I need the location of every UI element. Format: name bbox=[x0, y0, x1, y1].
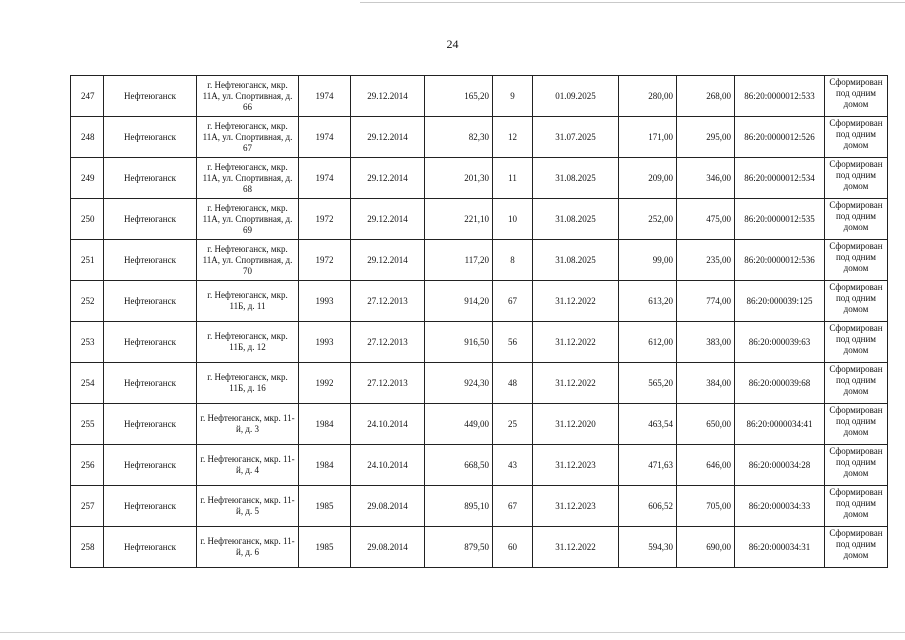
cell-area: 165,20 bbox=[425, 76, 493, 117]
cell-value-1: 612,00 bbox=[619, 322, 677, 363]
table-row bbox=[71, 322, 888, 363]
cell-cadastral-number: 86:20:000034:33 bbox=[735, 486, 825, 527]
cell-status: Сформирован под одним домом bbox=[825, 281, 888, 322]
cell-cadastral-number: 86:20:0000012:526 bbox=[735, 117, 825, 158]
cell-value-2: 346,00 bbox=[677, 158, 735, 199]
cell-address: г. Нефтеюганск, мкр. 11А, ул. Спортивная, д. 66 bbox=[197, 76, 299, 117]
cell-status: Сформирован под одним домом bbox=[825, 199, 888, 240]
cell-city: Нефтеюганск bbox=[104, 445, 197, 486]
cell-count: 43 bbox=[493, 445, 533, 486]
cell-deadline: 31.12.2023 bbox=[533, 445, 619, 486]
cell-deadline: 31.12.2022 bbox=[533, 281, 619, 322]
page-number: 24 bbox=[446, 37, 459, 51]
cell-date: 27.12.2013 bbox=[351, 281, 425, 322]
cell-status: Сформирован под одним домом bbox=[825, 445, 888, 486]
cell-value-2: 384,00 bbox=[677, 363, 735, 404]
cell-address: г. Нефтеюганск, мкр. 11Б, д. 12 bbox=[197, 322, 299, 363]
cell-row-number: 253 bbox=[71, 322, 104, 363]
cell-area: 201,30 bbox=[425, 158, 493, 199]
cell-deadline: 31.08.2025 bbox=[533, 240, 619, 281]
cell-value-2: 295,00 bbox=[677, 117, 735, 158]
cell-status: Сформирован под одним домом bbox=[825, 322, 888, 363]
cell-year: 1974 bbox=[299, 117, 351, 158]
cell-row-number: 248 bbox=[71, 117, 104, 158]
housing-register-table bbox=[70, 75, 888, 568]
cell-city: Нефтеюганск bbox=[104, 158, 197, 199]
cell-status: Сформирован под одним домом bbox=[825, 117, 888, 158]
table-row bbox=[71, 158, 888, 199]
cell-cadastral-number: 86:20:0000012:535 bbox=[735, 199, 825, 240]
cell-date: 24.10.2014 bbox=[351, 445, 425, 486]
cell-cadastral-number: 86:20:000039:68 bbox=[735, 363, 825, 404]
cell-value-1: 613,20 bbox=[619, 281, 677, 322]
cell-row-number: 257 bbox=[71, 486, 104, 527]
cell-cadastral-number: 86:20:0000012:534 bbox=[735, 158, 825, 199]
table-row bbox=[71, 363, 888, 404]
table-row bbox=[71, 76, 888, 117]
cell-city: Нефтеюганск bbox=[104, 76, 197, 117]
scan-edge-line-bottom bbox=[0, 632, 905, 633]
cell-status: Сформирован под одним домом bbox=[825, 158, 888, 199]
cell-date: 29.12.2014 bbox=[351, 117, 425, 158]
cell-value-2: 774,00 bbox=[677, 281, 735, 322]
cell-cadastral-number: 86:20:000034:31 bbox=[735, 527, 825, 568]
cell-city: Нефтеюганск bbox=[104, 363, 197, 404]
cell-address: г. Нефтеюганск, мкр. 11А, ул. Спортивная, д. 69 bbox=[197, 199, 299, 240]
cell-row-number: 247 bbox=[71, 76, 104, 117]
scan-edge-line bbox=[360, 2, 905, 3]
cell-address: г. Нефтеюганск, мкр. 11-й, д. 6 bbox=[197, 527, 299, 568]
cell-date: 29.08.2014 bbox=[351, 486, 425, 527]
cell-cadastral-number: 86:20:000039:63 bbox=[735, 322, 825, 363]
cell-date: 29.12.2014 bbox=[351, 199, 425, 240]
cell-date: 24.10.2014 bbox=[351, 404, 425, 445]
cell-area: 82,30 bbox=[425, 117, 493, 158]
cell-value-1: 280,00 bbox=[619, 76, 677, 117]
cell-year: 1984 bbox=[299, 404, 351, 445]
cell-count: 60 bbox=[493, 527, 533, 568]
cell-date: 29.12.2014 bbox=[351, 158, 425, 199]
cell-city: Нефтеюганск bbox=[104, 404, 197, 445]
cell-row-number: 252 bbox=[71, 281, 104, 322]
cell-value-1: 252,00 bbox=[619, 199, 677, 240]
cell-area: 924,30 bbox=[425, 363, 493, 404]
cell-value-1: 99,00 bbox=[619, 240, 677, 281]
cell-address: г. Нефтеюганск, мкр. 11А, ул. Спортивная, д. 68 bbox=[197, 158, 299, 199]
cell-status: Сформирован под одним домом bbox=[825, 404, 888, 445]
cell-value-1: 606,52 bbox=[619, 486, 677, 527]
cell-value-2: 650,00 bbox=[677, 404, 735, 445]
cell-address: г. Нефтеюганск, мкр. 11-й, д. 5 bbox=[197, 486, 299, 527]
table-row bbox=[71, 486, 888, 527]
cell-year: 1985 bbox=[299, 527, 351, 568]
cell-date: 29.12.2014 bbox=[351, 76, 425, 117]
cell-row-number: 258 bbox=[71, 527, 104, 568]
cell-date: 29.08.2014 bbox=[351, 527, 425, 568]
cell-row-number: 254 bbox=[71, 363, 104, 404]
cell-deadline: 31.12.2022 bbox=[533, 363, 619, 404]
cell-value-1: 594,30 bbox=[619, 527, 677, 568]
cell-count: 25 bbox=[493, 404, 533, 445]
cell-area: 895,10 bbox=[425, 486, 493, 527]
cell-area: 449,00 bbox=[425, 404, 493, 445]
cell-area: 914,20 bbox=[425, 281, 493, 322]
cell-row-number: 250 bbox=[71, 199, 104, 240]
cell-area: 117,20 bbox=[425, 240, 493, 281]
cell-row-number: 256 bbox=[71, 445, 104, 486]
table-row bbox=[71, 240, 888, 281]
table-row bbox=[71, 117, 888, 158]
cell-city: Нефтеюганск bbox=[104, 117, 197, 158]
cell-row-number: 255 bbox=[71, 404, 104, 445]
cell-cadastral-number: 86:20:000039:125 bbox=[735, 281, 825, 322]
cell-year: 1985 bbox=[299, 486, 351, 527]
cell-count: 56 bbox=[493, 322, 533, 363]
cell-cadastral-number: 86:20:0000034:41 bbox=[735, 404, 825, 445]
cell-cadastral-number: 86:20:0000012:536 bbox=[735, 240, 825, 281]
cell-count: 11 bbox=[493, 158, 533, 199]
cell-city: Нефтеюганск bbox=[104, 486, 197, 527]
cell-value-2: 235,00 bbox=[677, 240, 735, 281]
cell-count: 67 bbox=[493, 486, 533, 527]
table-row bbox=[71, 445, 888, 486]
cell-count: 10 bbox=[493, 199, 533, 240]
cell-count: 12 bbox=[493, 117, 533, 158]
cell-address: г. Нефтеюганск, мкр. 11Б, д. 11 bbox=[197, 281, 299, 322]
cell-value-1: 463,54 bbox=[619, 404, 677, 445]
cell-value-2: 268,00 bbox=[677, 76, 735, 117]
cell-count: 48 bbox=[493, 363, 533, 404]
cell-date: 27.12.2013 bbox=[351, 363, 425, 404]
cell-value-1: 209,00 bbox=[619, 158, 677, 199]
cell-status: Сформирован под одним домом bbox=[825, 363, 888, 404]
cell-deadline: 31.07.2025 bbox=[533, 117, 619, 158]
cell-year: 1974 bbox=[299, 76, 351, 117]
cell-address: г. Нефтеюганск, мкр. 11-й, д. 3 bbox=[197, 404, 299, 445]
cell-year: 1972 bbox=[299, 199, 351, 240]
cell-area: 879,50 bbox=[425, 527, 493, 568]
cell-value-2: 705,00 bbox=[677, 486, 735, 527]
cell-value-2: 475,00 bbox=[677, 199, 735, 240]
cell-city: Нефтеюганск bbox=[104, 322, 197, 363]
cell-address: г. Нефтеюганск, мкр. 11А, ул. Спортивная, д. 70 bbox=[197, 240, 299, 281]
cell-date: 29.12.2014 bbox=[351, 240, 425, 281]
cell-area: 916,50 bbox=[425, 322, 493, 363]
cell-count: 9 bbox=[493, 76, 533, 117]
cell-value-2: 690,00 bbox=[677, 527, 735, 568]
cell-deadline: 31.12.2022 bbox=[533, 322, 619, 363]
cell-value-1: 171,00 bbox=[619, 117, 677, 158]
cell-year: 1993 bbox=[299, 281, 351, 322]
cell-count: 67 bbox=[493, 281, 533, 322]
cell-value-2: 646,00 bbox=[677, 445, 735, 486]
cell-value-1: 471,63 bbox=[619, 445, 677, 486]
cell-row-number: 251 bbox=[71, 240, 104, 281]
table-row bbox=[71, 404, 888, 445]
cell-status: Сформирован под одним домом bbox=[825, 527, 888, 568]
cell-year: 1993 bbox=[299, 322, 351, 363]
cell-deadline: 31.12.2020 bbox=[533, 404, 619, 445]
cell-deadline: 01.09.2025 bbox=[533, 76, 619, 117]
cell-area: 668,50 bbox=[425, 445, 493, 486]
cell-date: 27.12.2013 bbox=[351, 322, 425, 363]
table-row bbox=[71, 199, 888, 240]
cell-cadastral-number: 86:20:000034:28 bbox=[735, 445, 825, 486]
cell-address: г. Нефтеюганск, мкр. 11Б, д. 16 bbox=[197, 363, 299, 404]
cell-deadline: 31.12.2023 bbox=[533, 486, 619, 527]
table-row bbox=[71, 527, 888, 568]
cell-city: Нефтеюганск bbox=[104, 527, 197, 568]
cell-deadline: 31.08.2025 bbox=[533, 158, 619, 199]
cell-year: 1974 bbox=[299, 158, 351, 199]
cell-status: Сформирован под одним домом bbox=[825, 240, 888, 281]
cell-city: Нефтеюганск bbox=[104, 240, 197, 281]
table-row bbox=[71, 281, 888, 322]
cell-status: Сформирован под одним домом bbox=[825, 76, 888, 117]
cell-deadline: 31.08.2025 bbox=[533, 199, 619, 240]
cell-city: Нефтеюганск bbox=[104, 199, 197, 240]
cell-city: Нефтеюганск bbox=[104, 281, 197, 322]
cell-year: 1972 bbox=[299, 240, 351, 281]
cell-value-1: 565,20 bbox=[619, 363, 677, 404]
cell-address: г. Нефтеюганск, мкр. 11А, ул. Спортивная, д. 67 bbox=[197, 117, 299, 158]
cell-area: 221,10 bbox=[425, 199, 493, 240]
cell-value-2: 383,00 bbox=[677, 322, 735, 363]
cell-row-number: 249 bbox=[71, 158, 104, 199]
cell-year: 1984 bbox=[299, 445, 351, 486]
cell-address: г. Нефтеюганск, мкр. 11-й, д. 4 bbox=[197, 445, 299, 486]
cell-deadline: 31.12.2022 bbox=[533, 527, 619, 568]
cell-status: Сформирован под одним домом bbox=[825, 486, 888, 527]
cell-cadastral-number: 86:20:0000012:533 bbox=[735, 76, 825, 117]
cell-count: 8 bbox=[493, 240, 533, 281]
cell-year: 1992 bbox=[299, 363, 351, 404]
